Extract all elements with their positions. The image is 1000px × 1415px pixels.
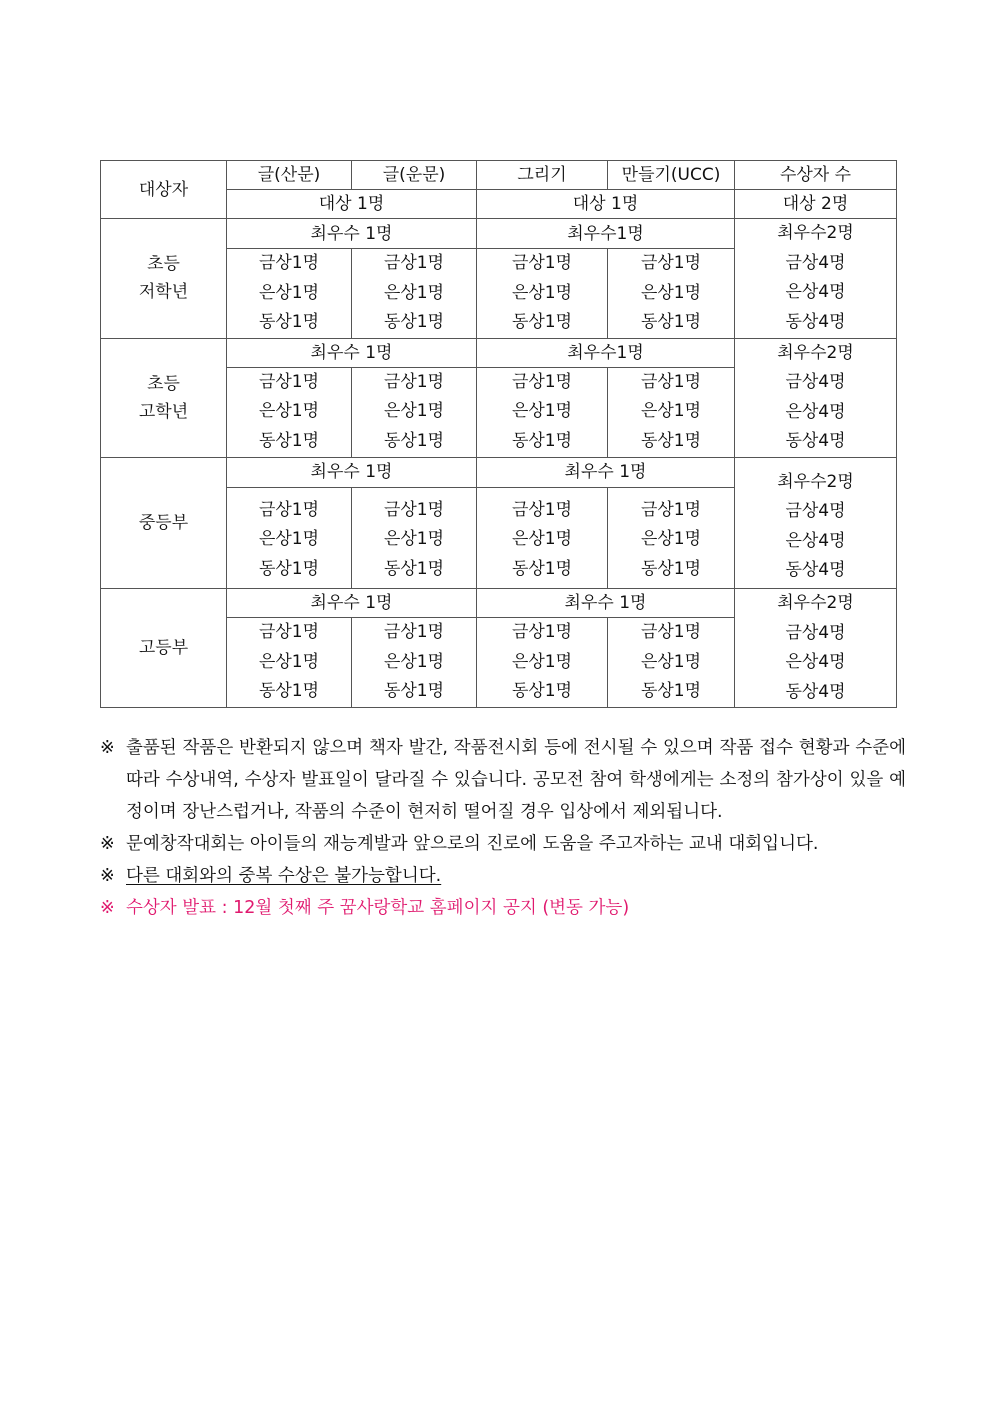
award-table: [100, 160, 897, 708]
category-label: 중등부: [101, 457, 227, 589]
count-cell: 최우수2명 금상4명 은상4명 동상4명: [735, 338, 897, 457]
making-prizes: 금상1명 은상1명 동상1명: [608, 618, 735, 708]
top-prize-writing: 최우수 1명: [227, 589, 477, 618]
top-prize-art: 최우수1명: [477, 338, 735, 367]
grand-writing: 대상 1명: [227, 190, 477, 219]
category-label: 초등 고학년: [101, 338, 227, 457]
prose-prizes: 금상1명 은상1명 동상1명: [227, 249, 352, 339]
grand-art: 대상 1명: [477, 190, 735, 219]
header-verse: 글(운문): [352, 161, 477, 190]
verse-prizes: 금상1명 은상1명 동상1명: [352, 367, 477, 457]
top-prize-writing: 최우수 1명: [227, 338, 477, 367]
header-target: 대상자: [101, 161, 227, 219]
prose-prizes: 금상1명 은상1명 동상1명: [227, 367, 352, 457]
header-drawing: 그리기: [477, 161, 608, 190]
prose-prizes: 금상1명 은상1명 동상1명: [227, 487, 352, 589]
category-label: 고등부: [101, 589, 227, 708]
reference-mark: ※: [100, 834, 115, 854]
header-making: 만들기(UCC): [608, 161, 735, 190]
verse-prizes: 금상1명 은상1명 동상1명: [352, 249, 477, 339]
note-competition-purpose: ※ 문예창작대회는 아이들의 재능계발과 앞으로의 진로에 도움을 주고자하는 교내 대회입니다.: [100, 828, 906, 860]
count-cell: 최우수2명 금상4명 은상4명 동상4명: [735, 589, 897, 708]
note-duplicate-award: ※ 다른 대회와의 중복 수상은 불가능합니다.: [100, 860, 906, 892]
table-row: [101, 457, 897, 487]
top-prize-art: 최우수 1명: [477, 457, 735, 487]
top-prize-art: 최우수1명: [477, 219, 735, 249]
prose-prizes: 금상1명 은상1명 동상1명: [227, 618, 352, 708]
grand-count: 대상 2명: [735, 190, 897, 219]
drawing-prizes: 금상1명 은상1명 동상1명: [477, 618, 608, 708]
top-prize-writing: 최우수 1명: [227, 219, 477, 249]
verse-prizes: 금상1명 은상1명 동상1명: [352, 618, 477, 708]
table-row: [101, 219, 897, 249]
reference-mark: ※: [100, 898, 115, 918]
making-prizes: 금상1명 은상1명 동상1명: [608, 487, 735, 589]
note-announcement: ※ 수상자 발표 : 12월 첫째 주 꿈사랑학교 홈페이지 공지 (변동 가능): [100, 892, 906, 924]
drawing-prizes: 금상1명 은상1명 동상1명: [477, 487, 608, 589]
count-cell: 최우수2명 금상4명 은상4명 동상4명: [735, 457, 897, 589]
verse-prizes: 금상1명 은상1명 동상1명: [352, 487, 477, 589]
making-prizes: 금상1명 은상1명 동상1명: [608, 367, 735, 457]
drawing-prizes: 금상1명 은상1명 동상1명: [477, 367, 608, 457]
table-row: [101, 589, 897, 618]
top-prize-writing: 최우수 1명: [227, 457, 477, 487]
category-label: 초등 저학년: [101, 219, 227, 339]
top-prize-art: 최우수 1명: [477, 589, 735, 618]
header-prose: 글(산문): [227, 161, 352, 190]
table-row: [101, 338, 897, 367]
header-row: [101, 161, 897, 190]
making-prizes: 금상1명 은상1명 동상1명: [608, 249, 735, 339]
reference-mark: ※: [100, 738, 115, 758]
notes-section: [100, 732, 906, 924]
note-return-policy: ※ 출품된 작품은 반환되지 않으며 책자 발간, 작품전시회 등에 전시될 수 있으며 작품 접수 현황과 수준에 따라 수상내역, 수상자 발표일이 달라질 수 있습니다. 공모전 참여 학생에게는 소정의 참가상이 있을 예정이며 장난스럽거나, 작품의 수준이 현저히 떨어질 경우 입상에서 제외됩니다.: [100, 732, 906, 828]
drawing-prizes: 금상1명 은상1명 동상1명: [477, 249, 608, 339]
header-count: 수상자 수: [735, 161, 897, 190]
reference-mark: ※: [100, 866, 115, 886]
count-cell: 최우수2명 금상4명 은상4명 동상4명: [735, 219, 897, 339]
